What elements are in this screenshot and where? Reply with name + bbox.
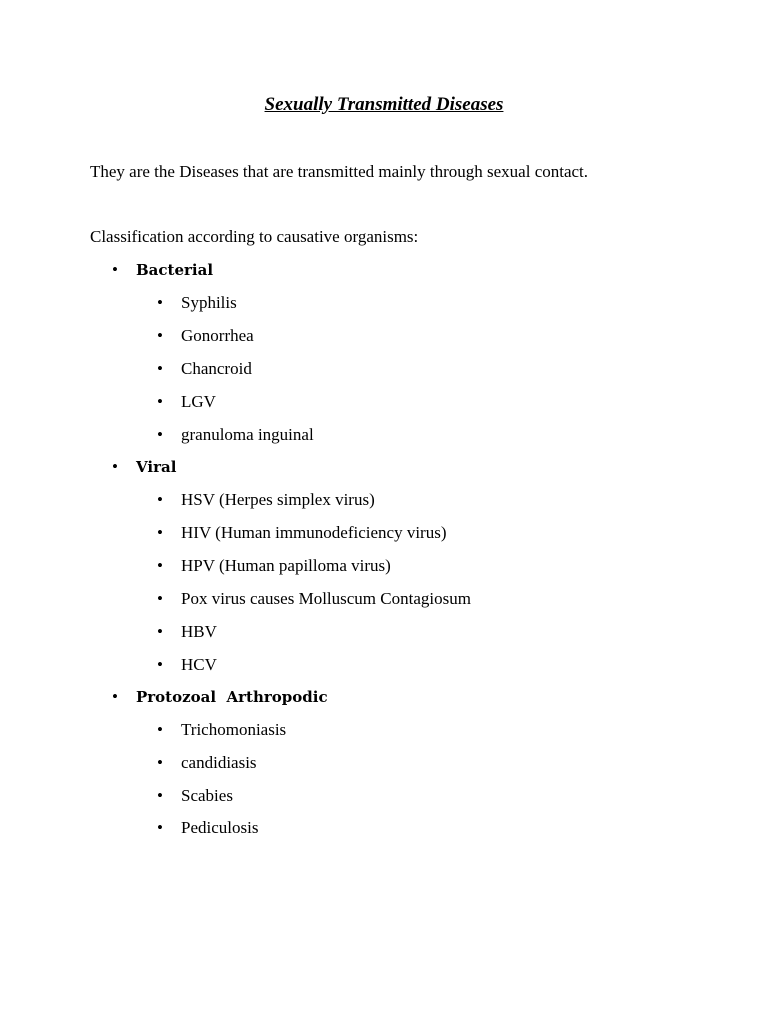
bullet-icon: •: [157, 622, 163, 641]
bullet-icon: •: [157, 818, 163, 837]
list-item: [157, 522, 446, 544]
list-item: [157, 588, 471, 610]
list-item: [157, 654, 217, 676]
bullet-icon: •: [112, 260, 118, 279]
item-text: Trichomoniasis: [181, 720, 287, 739]
list-item: [157, 817, 258, 839]
list-item: [157, 785, 233, 807]
bullet-icon: •: [157, 425, 163, 444]
bullet-icon: •: [157, 326, 163, 345]
list-item: [157, 752, 257, 774]
category-label: Protozoal Arthropodic: [136, 688, 328, 706]
item-text: LGV: [181, 392, 216, 411]
list-item: [157, 358, 252, 380]
item-text: Syphilis: [181, 293, 237, 312]
item-text: Pediculosis: [181, 818, 259, 837]
list-item: [157, 555, 391, 577]
bullet-icon: •: [112, 687, 118, 706]
bullet-icon: •: [157, 655, 163, 674]
bullet-icon: •: [157, 359, 163, 378]
category-protozoal-arthropodic: [112, 686, 328, 708]
bullet-icon: •: [157, 786, 163, 805]
bullet-icon: •: [157, 556, 163, 575]
item-text: granuloma inguinal: [181, 425, 314, 444]
item-text: HPV (Human papilloma virus): [181, 556, 391, 575]
item-text: HIV (Human immunodeficiency virus): [181, 523, 447, 542]
classification-heading: Classification according to causative organisms:: [90, 227, 419, 246]
bullet-icon: •: [157, 293, 163, 312]
item-text: candidiasis: [181, 753, 257, 772]
category-bacterial: [112, 259, 213, 281]
category-label: Viral: [136, 458, 177, 476]
bullet-icon: •: [157, 589, 163, 608]
list-item: [157, 489, 375, 511]
document-title: Sexually Transmitted Diseases: [264, 94, 504, 115]
item-text: Gonorrhea: [181, 326, 254, 345]
list-item: [157, 719, 286, 741]
list-item: [157, 424, 314, 446]
intro-paragraph: They are the Diseases that are transmitted mainly through sexual contact.: [90, 162, 589, 181]
bullet-icon: •: [157, 720, 163, 739]
bullet-icon: •: [157, 490, 163, 509]
item-text: Pox virus causes Molluscum Contagiosum: [181, 589, 471, 608]
item-text: Scabies: [181, 786, 233, 805]
item-text: HCV: [181, 655, 217, 674]
list-item: [157, 325, 254, 347]
list-item: [157, 292, 237, 314]
item-text: HBV: [181, 622, 217, 641]
item-text: Chancroid: [181, 359, 252, 378]
bullet-icon: •: [112, 457, 118, 476]
item-text: HSV (Herpes simplex virus): [181, 490, 375, 509]
list-item: [157, 621, 217, 643]
list-item: [157, 391, 216, 413]
bullet-icon: •: [157, 392, 163, 411]
category-viral: [112, 456, 176, 478]
bullet-icon: •: [157, 753, 163, 772]
category-label: Bacterial: [136, 261, 214, 279]
bullet-icon: •: [157, 523, 163, 542]
